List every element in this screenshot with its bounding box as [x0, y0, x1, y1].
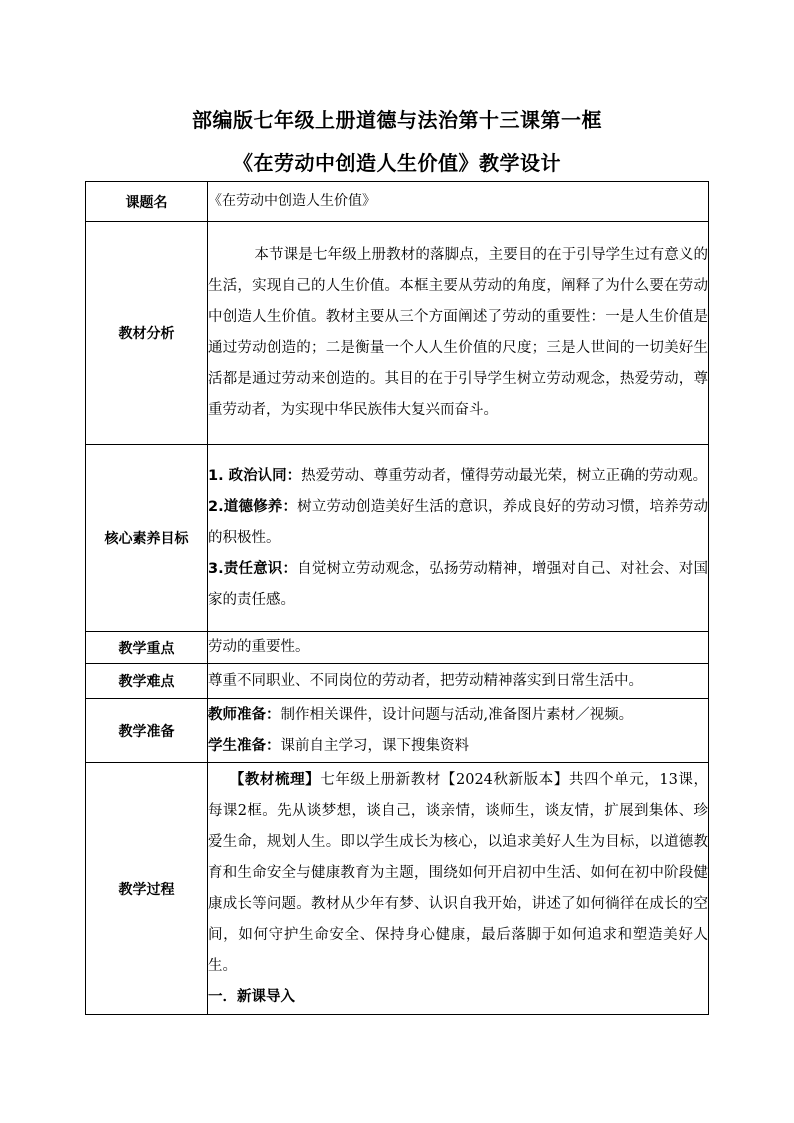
goal-item [208, 492, 708, 554]
preparation-label: 教学准备 [86, 699, 208, 763]
table-row-key-point [86, 632, 709, 664]
table-row-process [86, 763, 709, 1015]
table-row-goals [86, 445, 709, 632]
process-label: 教学过程 [86, 763, 208, 1015]
table-row-preparation [86, 699, 709, 763]
difficulty-label: 教学难点 [86, 664, 208, 699]
student-preparation [208, 731, 708, 762]
process-intro-text: 七年级上册新教材【2024秋新版本】共四个单元，13课， 每课2框。先从谈梦想，谈自己，谈亲情，谈师生，谈友情，扩展到集体、珍爱生命，规划人生。即以学生成长为核心，以追求美好人生为目标，以道德教育和生命安全与健康教育为主题，围绕如何开启初中生活、如何在初中阶段健康成长等问题。教材从少年有梦、认识自我开始，讲述了如何徜徉在成长的空间，如何守护生命安全、保持身心健康，最后落脚于如何追求和塑造美好人生。 [208, 771, 708, 974]
topic-value: 《在劳动中创造人生价值》 [208, 182, 709, 222]
teacher-preparation-text: 制作相关课件，设计问题与活动,准备图片素材／视频。 [280, 706, 634, 723]
analysis-text: 本节课是七年级上册教材的落脚点，主要目的在于引导学生过有意义的生活，实现自己的人生价值。本框主要从劳动的角度，阐释了为什么要在劳动中创造人生价值。教材主要从三个方面阐述了劳动的重要性：一是人生价值是通过劳动创造的；二是衡量一个人人生价值的尺度；三是人世间的一切美好生活都是通过劳动来创造的。其目的在于引导学生树立劳动观念，热爱劳动，尊重劳动者，为实现中华民族伟大复兴而奋斗。 [208, 247, 708, 418]
teacher-preparation [208, 700, 708, 731]
key-point-label: 教学重点 [86, 632, 208, 664]
table-row-difficulty [86, 664, 709, 699]
goal-text: 树立劳动创造美好生活的意识，养成良好的劳动习惯，培养劳动的积极性。 [208, 498, 708, 546]
document-title-line-1: 部编版七年级上册道德与法治第十三课第一框 [192, 108, 602, 132]
process-section-heading: 一．新课导入 [208, 988, 295, 1005]
topic-label: 课题名 [86, 182, 208, 222]
goal-heading: 2.道德修养： [208, 498, 298, 515]
process-intro-heading: 【教材梳理】 [229, 771, 321, 788]
goal-text: 热爱劳动、尊重劳动者，懂得劳动最光荣，树立正确的劳动观。 [301, 467, 708, 484]
difficulty-value: 尊重不同职业、不同岗位的劳动者，把劳动精神落实到日常生活中。 [208, 664, 709, 699]
table-row-topic [86, 182, 709, 222]
student-preparation-text: 课前自主学习，课下搜集资料 [280, 737, 469, 754]
goal-text: 自觉树立劳动观念，弘扬劳动精神，增强对自己、对社会、对国家的责任感。 [208, 560, 708, 608]
goal-item [208, 554, 708, 616]
key-point-value: 劳动的重要性。 [208, 632, 709, 664]
table-row-analysis [86, 222, 709, 445]
teacher-preparation-heading: 教师准备： [208, 706, 281, 723]
goal-item [208, 461, 708, 492]
document-title-line-2: 《在劳动中创造人生价值》教学设计 [233, 151, 561, 175]
student-preparation-heading: 学生准备： [208, 737, 281, 754]
goal-heading: 1. 政治认同： [208, 467, 302, 484]
process-intro [208, 765, 708, 982]
goals-label: 核心素养目标 [86, 445, 208, 632]
goal-heading: 3.责任意识： [208, 560, 298, 577]
lesson-plan-table [85, 181, 709, 1015]
analysis-label: 教材分析 [86, 222, 208, 445]
